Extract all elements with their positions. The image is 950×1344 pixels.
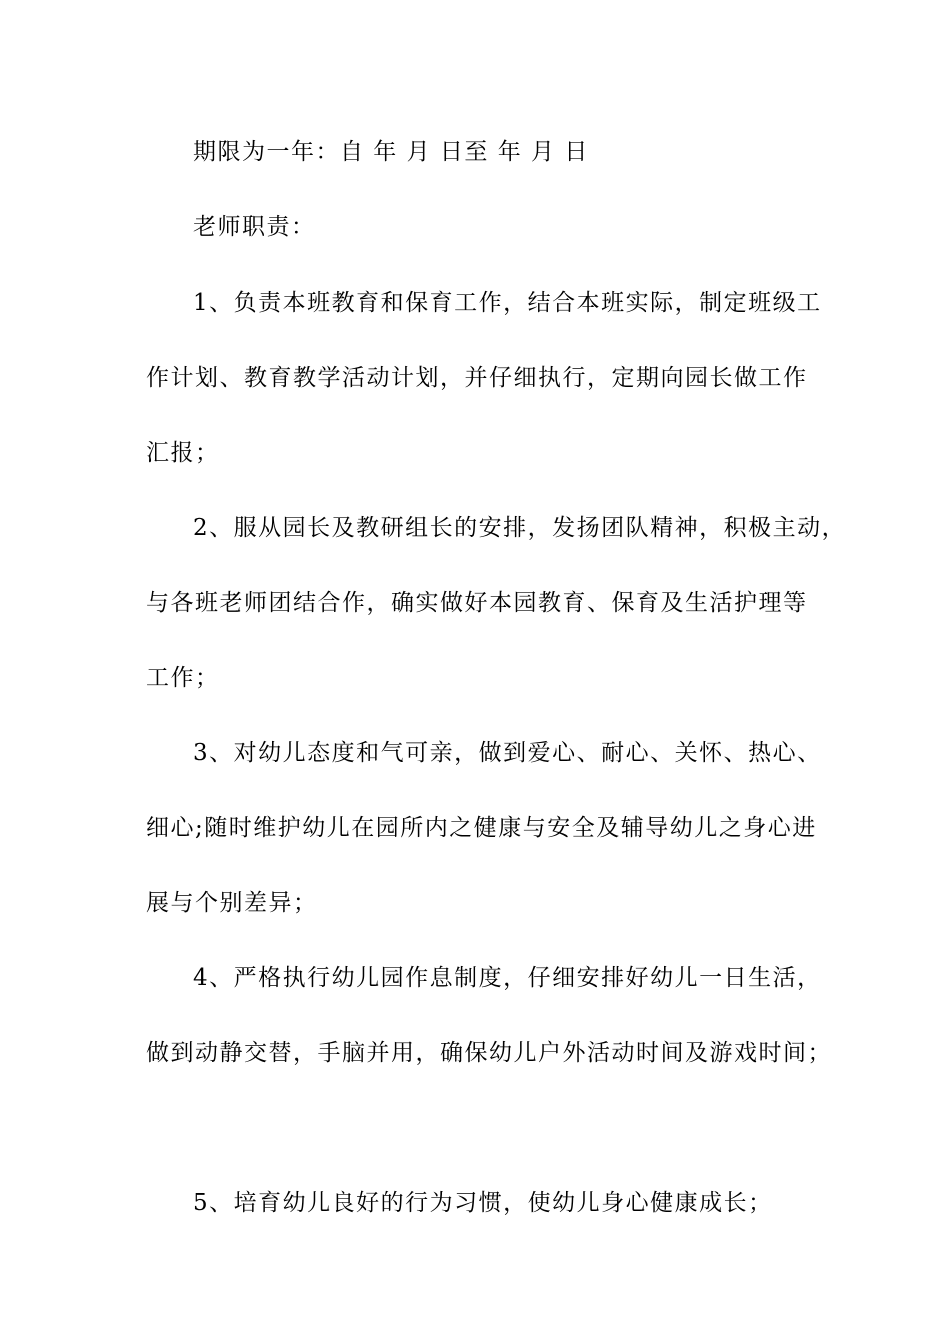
- duty-2-line-1: 2、服从园长及教研组长的安排，发扬团队精神，积极主动，: [193, 515, 847, 541]
- duty-4-line-2: 做到动静交替，手脑并用，确保幼儿户外活动时间及游戏时间；: [146, 1040, 832, 1066]
- duty-3-line-2: 细心;随时维护幼儿在园所内之健康与安全及辅导幼儿之身心进: [146, 815, 817, 841]
- duty-3-line-3: 展与个别差异；: [146, 890, 318, 916]
- duties-heading: 老师职责：: [193, 214, 316, 240]
- duty-2-line-2: 与各班老师团结合作，确实做好本园教育、保育及生活护理等: [146, 590, 808, 616]
- duty-1-line-2: 作计划、教育教学活动计划，并仔细执行，定期向园长做工作: [146, 365, 808, 391]
- duty-5-line-1: 5、培育幼儿良好的行为习惯，使幼儿身心健康成长；: [193, 1190, 773, 1216]
- duty-2-line-3: 工作；: [146, 665, 220, 691]
- duty-1-line-3: 汇报；: [146, 440, 220, 466]
- duty-3-line-1: 3、对幼儿态度和气可亲，做到爱心、耐心、关怀、热心、: [193, 740, 822, 766]
- duty-1-line-1: 1、负责本班教育和保育工作，结合本班实际，制定班级工: [193, 290, 822, 316]
- term-line: 期限为一年：自 年 月 日至 年 月 日: [193, 139, 589, 165]
- duty-4-line-1: 4、严格执行幼儿园作息制度，仔细安排好幼儿一日生活，: [193, 965, 822, 991]
